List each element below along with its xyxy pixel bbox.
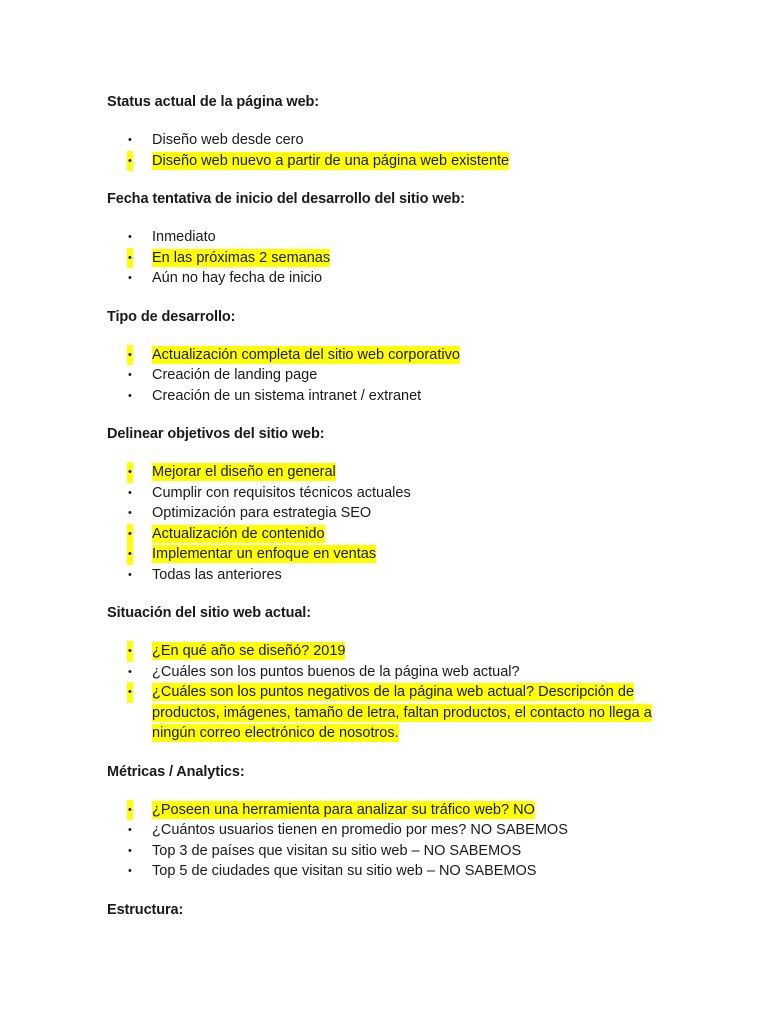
list-item-text: Diseño web nuevo a partir de una página web existente (152, 152, 510, 169)
bullet-icon: • (127, 248, 133, 269)
section-heading: Status actual de la página web: (107, 94, 320, 110)
list-item-highlighted (107, 248, 687, 269)
list-item-text: Todas las anteriores (152, 566, 282, 583)
list-item-text: Actualización completa del sitio web corporativo (152, 346, 460, 363)
section-heading: Estructura: (107, 901, 184, 918)
bullet-icon: • (128, 486, 132, 499)
list-item-text: Creación de landing page (152, 367, 318, 383)
list-item (107, 386, 687, 407)
list-item (107, 820, 687, 841)
bullet-icon: • (127, 641, 133, 662)
bullet-icon: • (128, 272, 132, 284)
option-list (107, 641, 687, 744)
list-item (107, 483, 687, 504)
list-item-highlighted (107, 800, 687, 821)
list-item-text: En las próximas 2 semanas (152, 249, 331, 266)
section-heading: Fecha tentativa de inicio del desarrollo del sitio web: (107, 191, 465, 207)
bullet-icon: • (128, 369, 132, 381)
list-item-text: Creación de un sistema intranet / extranet (152, 387, 422, 404)
list-item-highlighted (107, 641, 687, 662)
bullet-icon: • (127, 151, 133, 172)
list-item-text: Aún no hay fecha de inicio (152, 270, 323, 286)
list-item (107, 662, 687, 683)
section-heading: Situación del sitio web actual: (107, 605, 311, 621)
bullet-icon: • (128, 231, 132, 243)
list-item (107, 365, 687, 386)
list-item-highlighted (107, 682, 687, 744)
bullet-icon: • (128, 134, 132, 146)
list-item-text: ¿Cuáles son los puntos buenos de la página web actual? (152, 663, 520, 680)
document-page (107, 92, 687, 920)
section-heading: Métricas / Analytics: (107, 763, 245, 780)
list-item-text: ¿Poseen una herramienta para analizar su tráfico web? NO (152, 801, 535, 818)
list-item (107, 268, 687, 289)
bullet-icon: • (128, 389, 132, 402)
list-item (107, 503, 687, 524)
list-item (107, 565, 687, 586)
bullet-icon: • (128, 568, 132, 581)
list-item-text: ¿Cuántos usuarios tienen en promedio por mes? NO SABEMOS (152, 822, 568, 838)
list-item-text: Mejorar el diseño en general (152, 464, 336, 480)
option-list (107, 130, 687, 171)
bullet-icon: • (128, 824, 132, 836)
list-item-highlighted (107, 462, 687, 483)
bullet-icon: • (127, 800, 133, 821)
bullet-icon: • (127, 544, 133, 565)
list-item-text: Top 3 de países que visitan su sitio web – NO SABEMOS (152, 842, 522, 859)
list-item (107, 227, 687, 248)
list-item-text: Diseño web desde cero (152, 132, 304, 148)
bullet-icon: • (127, 462, 133, 483)
option-list (107, 462, 687, 585)
list-item-text: Implementar un enfoque en ventas (152, 546, 377, 562)
option-list (107, 345, 687, 407)
option-list (107, 800, 687, 882)
list-item-text: Cumplir con requisitos técnicos actuales (152, 484, 411, 501)
bullet-icon: • (128, 865, 132, 877)
bullet-icon: • (128, 507, 132, 519)
list-item (107, 861, 687, 882)
list-item-text: Top 5 de ciudades que visitan su sitio web – NO SABEMOS (152, 863, 537, 879)
list-item-text: ¿En qué año se diseñó? 2019 (152, 643, 346, 659)
list-item (107, 130, 687, 151)
list-item-text: Inmediato (152, 229, 216, 245)
bullet-icon: • (127, 345, 133, 366)
list-item-highlighted (107, 345, 687, 366)
option-list (107, 227, 687, 289)
list-item-highlighted (107, 524, 687, 545)
bullet-icon: • (128, 844, 132, 857)
list-item (107, 841, 687, 862)
list-item-text: Actualización de contenido (152, 525, 325, 542)
list-item-highlighted (107, 151, 687, 172)
bullet-icon: • (128, 665, 132, 678)
list-item-text: Optimización para estrategia SEO (152, 505, 372, 521)
list-item-text: ¿Cuáles son los puntos negativos de la página web actual? Descripción de productos, imágenes, tamaño de letra, faltan productos, el contacto no llega a ningún correo electrónico de nosotros. (152, 684, 652, 741)
list-item-highlighted (107, 544, 687, 565)
section-heading: Delinear objetivos del sitio web: (107, 426, 325, 442)
bullet-icon: • (127, 524, 133, 545)
bullet-icon: • (127, 682, 133, 703)
section-heading: Tipo de desarrollo: (107, 308, 236, 325)
